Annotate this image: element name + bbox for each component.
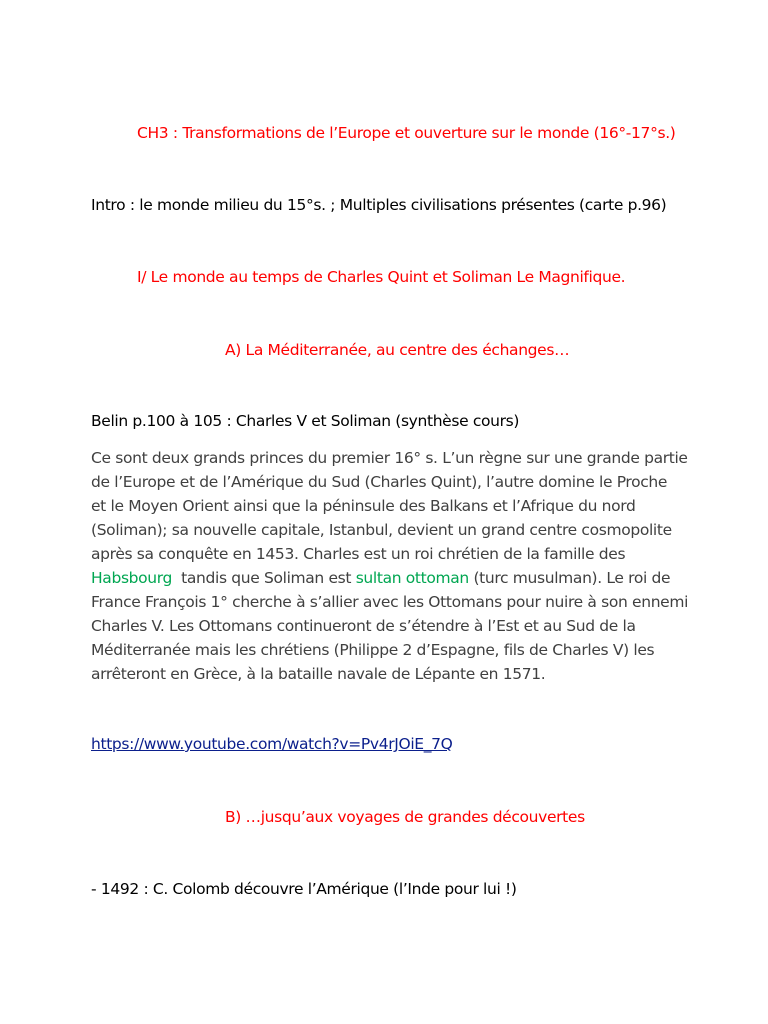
paragraph-line xyxy=(91,566,691,590)
term-sultan-ottoman: sultan ottoman xyxy=(355,569,469,587)
term-habsbourg: Habsbourg xyxy=(91,569,173,587)
paragraph-line: arrêteront en Grèce, à la bataille navale de Lépante en 1571. xyxy=(91,665,546,683)
body-paragraph xyxy=(91,446,691,686)
paragraph-line: et le Moyen Orient ainsi que la péninsule des Balkans et l’Afrique du nord xyxy=(91,497,636,515)
paragraph-line: (Soliman); sa nouvelle capitale, Istanbul, devient un grand centre cosmopolite xyxy=(91,521,672,539)
section-1-title: I/ Le monde au temps de Charles Quint et Soliman Le Magnifique. xyxy=(137,268,626,286)
paragraph-line: de l’Europe et de l’Amérique du Sud (Charles Quint), l’autre domine le Proche xyxy=(91,473,668,491)
chapter-title: CH3 : Transformations de l’Europe et ouverture sur le monde (16°-17°s.) xyxy=(137,124,676,142)
bullet-item: - 1492 : C. Colomb découvre l’Amérique (l’Inde pour lui !) xyxy=(91,880,517,898)
paragraph-line: après sa conquête en 1453. Charles est un roi chrétien de la famille des xyxy=(91,545,626,563)
subsection-b-title: B) …jusqu’aux voyages de grandes découvertes xyxy=(225,808,585,826)
paragraph-line: Charles V. Les Ottomans continueront de s’étendre à l’Est et au Sud de la xyxy=(91,617,636,635)
paragraph-line: Ce sont deux grands princes du premier 16° s. L’un règne sur une grande partie xyxy=(91,449,688,467)
paragraph-fragment: (turc musulman). Le roi de xyxy=(468,569,671,587)
paragraph-line: Méditerranée mais les chrétiens (Philippe 2 d’Espagne, fils de Charles V) les xyxy=(91,641,655,659)
reference-line: Belin p.100 à 105 : Charles V et Soliman (synthèse cours) xyxy=(91,412,520,430)
paragraph-line: France François 1° cherche à s’allier avec les Ottomans pour nuire à son ennemi xyxy=(91,593,689,611)
intro-line: Intro : le monde milieu du 15°s. ; Multiples civilisations présentes (carte p.96) xyxy=(91,196,667,214)
video-link[interactable]: https://www.youtube.com/watch?v=Pv4rJOiE_7Q xyxy=(91,735,453,753)
paragraph-fragment: tandis que Soliman est xyxy=(172,569,356,587)
subsection-a-title: A) La Méditerranée, au centre des échanges… xyxy=(225,341,570,359)
